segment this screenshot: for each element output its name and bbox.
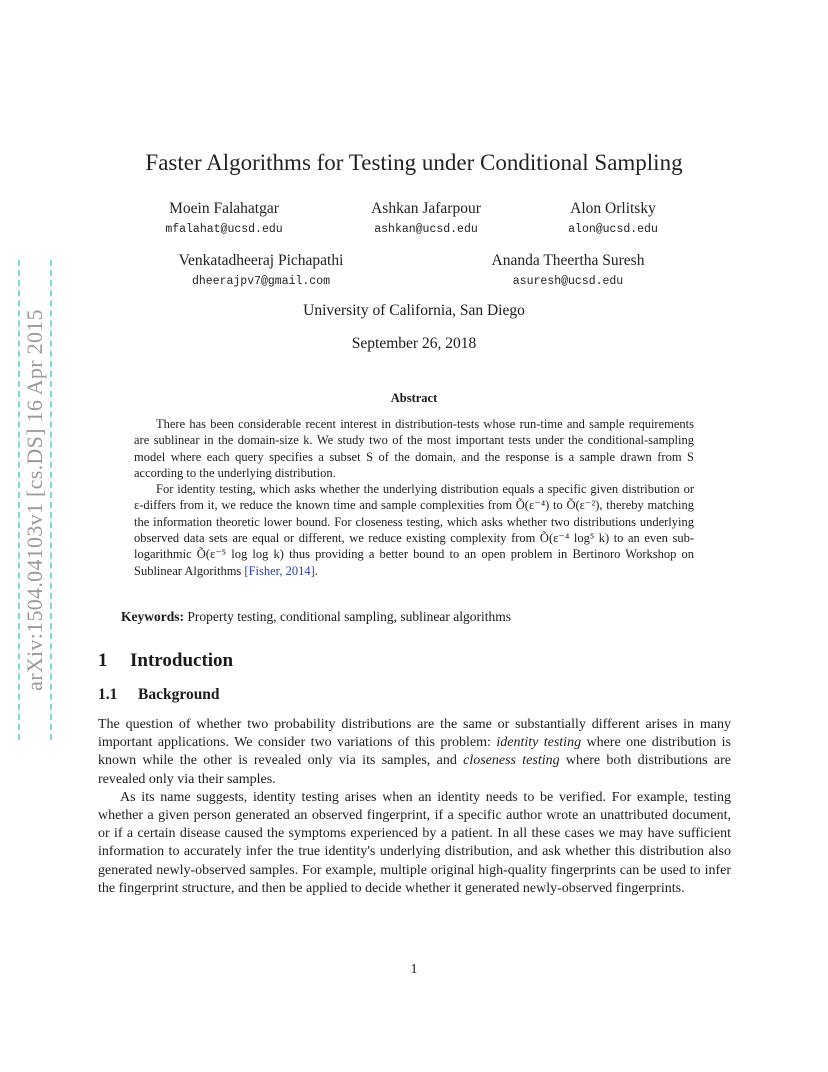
body-emphasis: identity testing xyxy=(496,735,582,751)
author-email: asuresh@ucsd.edu xyxy=(512,275,624,288)
body-text-run: The question of whether two probability distributions are the same or substantially different arises in many important applications. We consider two variations of this problem: xyxy=(98,717,731,751)
section-title: Introduction xyxy=(130,650,234,671)
subsection-number: 1.1 xyxy=(98,686,118,703)
page-number: 1 xyxy=(410,962,418,977)
author-block xyxy=(114,199,334,239)
body-emphasis: closeness testing xyxy=(463,753,560,769)
author-name: Ananda Theertha Suresh xyxy=(491,252,645,269)
author-block xyxy=(458,251,678,291)
section-number: 1 xyxy=(98,650,108,671)
citation-link[interactable]: [Fisher, 2014] xyxy=(244,563,315,578)
abstract-paragraph: There has been considerable recent interest in distribution-tests whose run-time and sample requirements are sublinear in the domain-size k. We study two of the most important tests under the conditional-sampling model where each query specifies a subset S of the domain, and the response is a sample drawn from S according to the underlying distribution. xyxy=(134,417,694,480)
author-email: mfalahat@ucsd.edu xyxy=(165,223,283,236)
arxiv-stamp xyxy=(10,260,60,740)
author-name: Venkatadheeraj Pichapathi xyxy=(178,252,344,269)
paper-title: Faster Algorithms for Testing under Conditional Sampling xyxy=(145,150,683,175)
keywords-label: Keywords: xyxy=(121,609,184,624)
subsection-title: Background xyxy=(138,686,220,703)
abstract-paragraph xyxy=(134,481,694,579)
section-heading xyxy=(98,650,233,672)
body-text-run: where one distribution is known while the other is revealed only via its samples, and xyxy=(98,735,732,769)
body-paragraph xyxy=(98,716,731,789)
author-block xyxy=(151,251,371,291)
abstract-text-end: . xyxy=(314,563,318,578)
keywords xyxy=(121,609,721,625)
author-name: Ashkan Jafarpour xyxy=(371,200,481,217)
author-name: Moein Falahatgar xyxy=(169,200,279,217)
abstract xyxy=(134,416,694,579)
author-email: dheerajpv7@gmail.com xyxy=(191,275,331,288)
author-email: ashkan@ucsd.edu xyxy=(374,223,478,236)
affiliation: University of California, San Diego xyxy=(303,302,525,319)
author-email: alon@ucsd.edu xyxy=(568,223,658,236)
author-name: Alon Orlitsky xyxy=(570,200,656,217)
body-paragraph: As its name suggests, identity testing arises when an identity needs to be verified. For example, testing whether a given person generated an observed fingerprint, if a specific author wrote an unattributed document, or if a certain disease caused the symptoms experienced by a patient. In all these cases we may have sufficient information to accurately infer the true identity's underlying distribution, and ask whether this distribution also generated newly-observed samples. For example, multiple original high-quality fingerprints can be used to infer the fingerprint structure, and then be applied to decide whether it generated newly-observed fingerprints. xyxy=(98,789,731,896)
date: September 26, 2018 xyxy=(351,335,477,352)
body-text xyxy=(98,716,731,898)
keywords-text: Property testing, conditional sampling, sublinear algorithms xyxy=(187,609,511,624)
author-block xyxy=(503,199,723,239)
subsection-heading xyxy=(98,686,220,704)
abstract-text: For identity testing, which asks whether the underlying distribution equals a specific given distribution or ε-differs from it, we reduce the known time and sample complexities from Õ(ε⁻⁴) to Õ(ε⁻²), thereby matching the information theoretic lower bound. For closeness testing, which asks whether two distributions underlying observed data sets are equal or different, we reduce existing complexity from Õ(ε⁻⁴ log⁵ k) to an even sub-logarithmic Õ(ε⁻⁵ log log k) thus providing a better bound to an open problem in Bertinoro Workshop on Sublinear Algorithms xyxy=(134,482,694,578)
abstract-heading: Abstract xyxy=(390,391,438,405)
body-text-run: where both distributions are revealed only via their samples. xyxy=(98,753,732,787)
arxiv-id: arXiv:1504.04103v1 [cs.DS] 16 Apr 2015 xyxy=(22,309,47,691)
